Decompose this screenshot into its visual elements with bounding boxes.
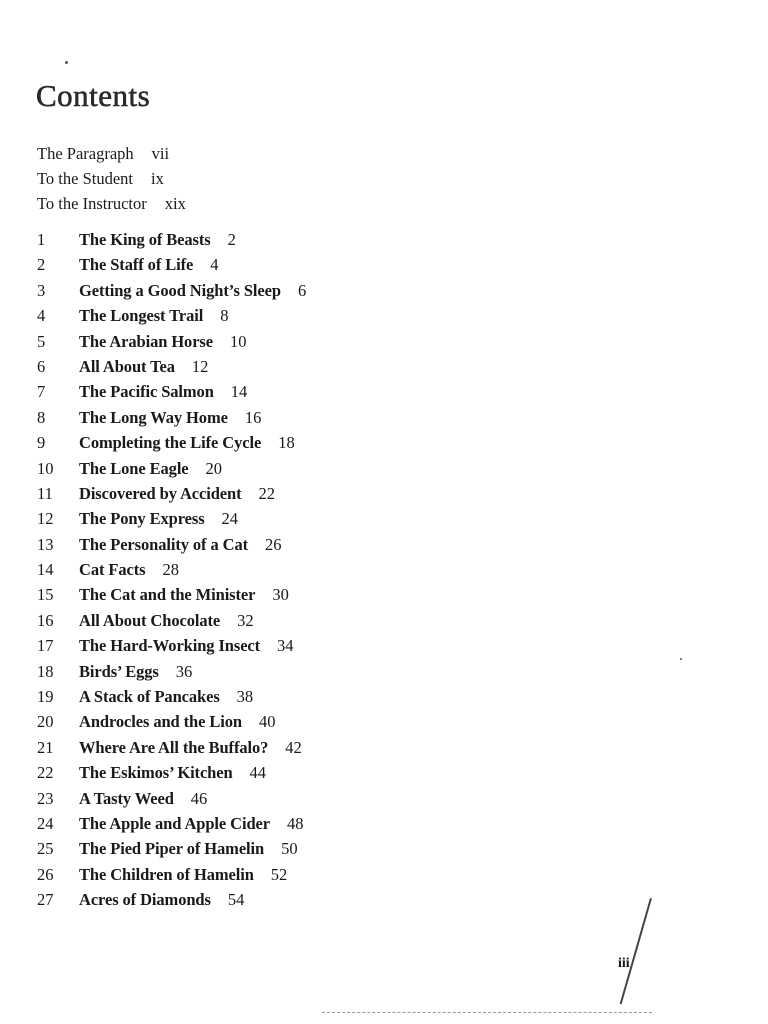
chapter-title: Androcles and the Lion: [79, 712, 242, 732]
chapter-page: 12: [191, 356, 209, 376]
chapter-number: 3: [37, 280, 46, 300]
chapter-page: 24: [221, 509, 239, 529]
chapter-number: 4: [37, 306, 46, 326]
chapter-title: The Apple and Apple Cider: [79, 813, 270, 833]
chapter-number: 1: [37, 230, 46, 249]
front-matter-item: [37, 191, 186, 216]
chapter-number: 26: [37, 864, 54, 884]
chapter-page: 6: [297, 280, 307, 300]
chapter-title: The Arabian Horse: [79, 331, 213, 351]
scan-edge-line: [620, 898, 652, 1004]
chapter-title: Where Are All the Buffalo?: [79, 737, 269, 757]
chapter-number: 20: [37, 712, 54, 732]
chapter-page: 14: [230, 382, 248, 402]
chapter-item: [37, 252, 306, 277]
chapter-item: [37, 786, 306, 811]
chapter-title: The Cat and the Minister: [79, 585, 256, 605]
chapter-page: 36: [175, 661, 193, 681]
chapter-page: 16: [244, 407, 262, 427]
chapter-page: 2: [227, 230, 236, 249]
chapter-item: [37, 760, 306, 785]
chapter-title: Acres of Diamonds: [79, 890, 211, 910]
chapter-page: 34: [277, 636, 294, 656]
chapter-title: The Hard-Working Insect: [79, 636, 261, 656]
chapter-number: 24: [37, 813, 54, 833]
chapter-page: 54: [227, 890, 245, 910]
page-folio: iii: [618, 956, 630, 971]
chapter-page: 30: [272, 585, 289, 605]
chapter-title: The Staff of Life: [79, 255, 194, 275]
chapter-page: 8: [220, 306, 229, 326]
chapter-item: [37, 506, 306, 531]
chapter-item: [37, 684, 306, 709]
chapter-item: [37, 659, 306, 684]
chapter-number: 13: [37, 534, 54, 554]
chapter-title: All About Chocolate: [79, 610, 221, 630]
chapter-title: Cat Facts: [79, 560, 146, 580]
chapter-page: 46: [190, 788, 208, 808]
chapter-title: A Stack of Pancakes: [79, 687, 220, 707]
chapter-title: The King of Beasts: [79, 230, 211, 249]
front-matter-page: ix: [151, 169, 164, 188]
chapter-number: 8: [37, 407, 46, 427]
chapter-title: The Lone Eagle: [79, 458, 189, 478]
chapter-number: 17: [37, 636, 54, 656]
front-matter-list: [37, 141, 186, 216]
chapter-title: The Children of Hamelin: [79, 864, 254, 884]
chapter-item: [37, 227, 306, 252]
chapter-item: [37, 735, 306, 760]
chapter-page: 26: [265, 534, 282, 554]
chapter-page: 4: [210, 255, 219, 275]
chapter-number: 27: [37, 890, 54, 910]
chapter-page: 52: [270, 864, 288, 884]
front-matter-item: [37, 141, 186, 166]
chapter-number: 14: [37, 560, 54, 580]
chapter-title: The Long Way Home: [79, 407, 228, 427]
front-matter-title: The Paragraph: [37, 144, 134, 163]
chapter-item: [37, 329, 306, 354]
chapter-page: 18: [278, 433, 295, 453]
chapter-page: 44: [249, 763, 267, 783]
chapter-page: 40: [259, 712, 276, 732]
chapter-item: [37, 811, 306, 836]
chapter-number: 19: [37, 687, 54, 707]
chapter-title: All About Tea: [79, 356, 175, 376]
chapter-item: [37, 532, 306, 557]
chapter-page: 20: [205, 458, 223, 478]
chapter-title: Getting a Good Night’s Sleep: [79, 280, 281, 300]
chapter-number: 6: [37, 356, 46, 376]
chapter-item: [37, 430, 306, 455]
front-matter-page: xix: [164, 194, 186, 213]
scan-artifact-line: [322, 1012, 652, 1013]
chapter-item: [37, 379, 306, 404]
chapter-page: 42: [285, 737, 302, 757]
chapter-number: 22: [37, 763, 54, 783]
chapter-item: [37, 862, 306, 887]
chapter-item: [37, 303, 306, 328]
chapter-title: Completing the Life Cycle: [79, 433, 262, 453]
chapter-page: 10: [229, 331, 247, 351]
chapter-number: 25: [37, 839, 54, 859]
chapter-number: 21: [37, 737, 54, 757]
chapter-item: [37, 456, 306, 481]
chapter-number: 15: [37, 585, 54, 605]
scan-speck: [680, 658, 682, 660]
chapter-page: 28: [162, 560, 179, 580]
chapter-title: The Pied Piper of Hamelin: [79, 839, 265, 859]
chapter-title: The Longest Trail: [79, 306, 204, 326]
chapter-number: 11: [37, 483, 53, 503]
chapter-page: 38: [236, 687, 254, 707]
chapter-title: The Pacific Salmon: [79, 382, 214, 402]
chapter-number: 12: [37, 509, 54, 529]
scan-speck: [65, 61, 68, 64]
chapter-item: [37, 709, 306, 734]
chapter-number: 9: [37, 433, 46, 453]
chapter-number: 16: [37, 610, 54, 630]
chapter-item: [37, 557, 306, 582]
chapter-item: [37, 481, 306, 506]
chapter-item: [37, 354, 306, 379]
chapter-title: Birds’ Eggs: [79, 661, 159, 681]
chapter-list: [37, 227, 306, 913]
chapter-number: 7: [37, 382, 46, 402]
front-matter-page: vii: [151, 144, 170, 163]
chapter-number: 5: [37, 331, 46, 351]
chapter-item: [37, 836, 306, 861]
chapter-page: 32: [237, 610, 254, 630]
page-title: Contents: [36, 78, 151, 113]
chapter-title: The Personality of a Cat: [79, 534, 248, 554]
chapter-page: 48: [286, 813, 304, 833]
chapter-title: A Tasty Weed: [79, 788, 174, 808]
front-matter-title: To the Instructor: [37, 194, 147, 213]
chapter-item: [37, 633, 306, 658]
chapter-title: The Pony Express: [79, 509, 205, 529]
chapter-item: [37, 887, 306, 912]
chapter-page: 50: [281, 839, 298, 859]
chapter-item: [37, 278, 306, 303]
chapter-number: 2: [37, 255, 46, 275]
chapter-number: 23: [37, 788, 54, 808]
chapter-item: [37, 608, 306, 633]
chapter-item: [37, 582, 306, 607]
chapter-item: [37, 405, 306, 430]
chapter-number: 18: [37, 661, 54, 681]
chapter-number: 10: [37, 458, 54, 478]
front-matter-item: [37, 166, 186, 191]
front-matter-title: To the Student: [37, 169, 134, 188]
chapter-page: 22: [258, 483, 275, 503]
chapter-title: Discovered by Accident: [79, 483, 242, 503]
chapter-title: The Eskimos’ Kitchen: [79, 763, 233, 783]
